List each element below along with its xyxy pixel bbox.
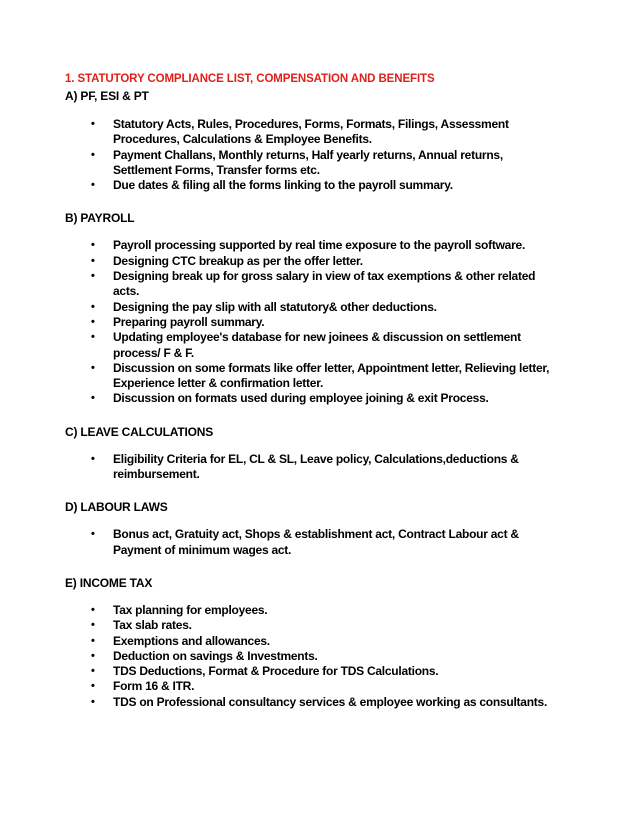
- list-item: [65, 300, 563, 315]
- list-item: [65, 254, 563, 269]
- list-item-text: Tax slab rates.: [113, 618, 192, 633]
- bullet-icon: •: [91, 300, 95, 313]
- bullet-list: [65, 452, 588, 483]
- list-item-text: Deduction on savings & Investments.: [113, 648, 318, 663]
- list-item-text: Form 16 & ITR.: [113, 679, 195, 694]
- section-heading: A) PF, ESI & PT: [65, 89, 149, 103]
- list-item: [65, 527, 563, 558]
- section-heading: B) PAYROLL: [65, 211, 135, 226]
- list-item-text: Bonus act, Gratuity act, Shops & establishment act, Contract Labour act & Payment of minimum wages act.: [113, 527, 519, 557]
- bullet-icon: •: [91, 619, 95, 632]
- bullet-icon: •: [91, 118, 95, 130]
- bullet-icon: •: [91, 239, 95, 252]
- bullet-icon: •: [91, 148, 95, 161]
- list-item-text: Discussion on some formats like offer letter, Appointment letter, Relieving letter, Experience letter & confirmation letter.: [113, 360, 550, 391]
- bullet-list: [65, 238, 588, 406]
- list-item: [65, 664, 563, 679]
- list-item-text: Payroll processing supported by real time exposure to the payroll software.: [113, 238, 526, 253]
- list-item: [65, 148, 563, 179]
- bullet-icon: •: [91, 361, 95, 374]
- bullet-icon: •: [91, 649, 95, 662]
- list-item-text: Preparing payroll summary.: [113, 314, 265, 329]
- bullet-icon: •: [91, 603, 95, 616]
- list-item: [65, 634, 563, 649]
- bullet-icon: •: [91, 634, 95, 647]
- list-item-text: Exemptions and allowances.: [113, 633, 270, 648]
- list-item-text: TDS on Professional consultancy services & employee working as consultants.: [113, 694, 548, 709]
- list-item-text: Updating employee's database for new joinees & discussion on settlement process/ F & F.: [113, 330, 521, 360]
- bullet-icon: •: [91, 254, 95, 267]
- bullet-list: [65, 117, 588, 193]
- bullet-icon: •: [91, 392, 95, 405]
- list-item: [65, 330, 563, 361]
- bullet-list: [65, 527, 588, 558]
- section-heading: D) LABOUR LAWS: [65, 500, 168, 515]
- bullet-icon: •: [91, 528, 95, 541]
- bullet-icon: •: [91, 452, 95, 465]
- list-item: [65, 679, 563, 694]
- list-item: [65, 238, 563, 253]
- list-item: [65, 618, 563, 633]
- bullet-icon: •: [91, 315, 95, 328]
- list-item-text: Eligibility Criteria for EL, CL & SL, Leave policy, Calculations,deductions & reimbursement.: [113, 451, 519, 482]
- bullet-icon: •: [91, 331, 95, 344]
- list-item: [65, 649, 563, 664]
- list-item-text: TDS Deductions, Format & Procedure for TDS Calculations.: [113, 664, 439, 679]
- list-item-text: Tax planning for employees.: [113, 602, 268, 617]
- bullet-icon: •: [91, 680, 95, 693]
- document-title: 1. STATUTORY COMPLIANCE LIST, COMPENSATION AND BENEFITS: [65, 73, 435, 85]
- list-item: [65, 117, 563, 148]
- list-item: [65, 361, 563, 392]
- list-item: [65, 452, 563, 483]
- list-item-text: Designing break up for gross salary in view of tax exemptions & other related acts.: [113, 269, 536, 299]
- bullet-icon: •: [91, 665, 95, 678]
- list-item-text: Payment Challans, Monthly returns, Half yearly returns, Annual returns, Settlement Forms, Transfer forms etc.: [113, 147, 503, 177]
- list-item-text: Designing the pay slip with all statutory& other deductions.: [113, 299, 437, 314]
- list-item: [65, 695, 563, 710]
- bullet-icon: •: [91, 695, 95, 708]
- list-item-text: Statutory Acts, Rules, Procedures, Forms, Formats, Filings, Assessment Procedures, Calculations & Employee Benefits.: [113, 117, 509, 147]
- list-item-text: Discussion on formats used during employee joining & exit Process.: [113, 391, 489, 406]
- list-item-text: Due dates & filing all the forms linking to the payroll summary.: [113, 178, 453, 193]
- sections-container: [65, 88, 588, 710]
- list-item-text: Designing CTC breakup as per the offer letter.: [113, 253, 363, 268]
- bullet-list: [65, 603, 588, 710]
- bullet-icon: •: [91, 270, 95, 283]
- list-item: [65, 315, 563, 330]
- section-heading: E) INCOME TAX: [65, 575, 153, 590]
- list-item: [65, 603, 563, 618]
- list-item: [65, 178, 563, 193]
- bullet-icon: •: [91, 179, 95, 192]
- list-item: [65, 269, 563, 300]
- section-heading: C) LEAVE CALCULATIONS: [65, 424, 214, 439]
- list-item: [65, 391, 563, 406]
